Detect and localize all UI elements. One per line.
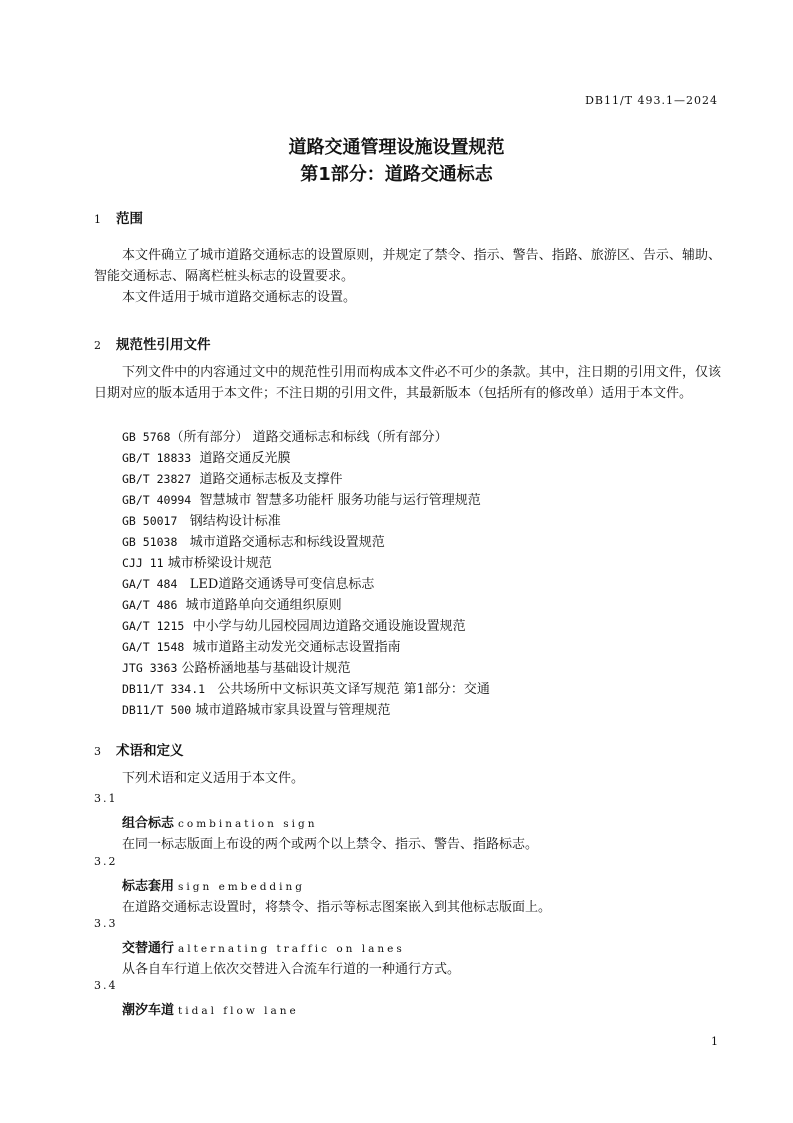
reference-item [122,447,291,466]
references-intro: 下列文件中的内容通过文中的规范性引用而构成本文件必不可少的条款。其中，注日期的引用文件，仅该日期对应的版本适用于本文件；不注日期的引用文件，其最新版本（包括所有的修改单）适用于本文件。 [94,365,721,401]
reference-title: 城市道路单向交通组织原则 [185,598,342,613]
reference-title: 道路交通标志板及支撑件 [199,472,343,487]
term-english: sign embedding [178,881,305,893]
reference-item [122,426,448,445]
reference-code: GB/T 18833 [122,451,192,465]
section-number: 3 [94,745,101,758]
section-title: 术语和定义 [116,743,184,759]
section-title: 范围 [116,211,143,227]
reference-code: DB11/T 334.1 [122,682,206,696]
section-2-heading [94,333,211,353]
reference-code: GA/T 484 [122,577,178,591]
reference-code: GA/T 1548 [122,640,185,654]
reference-item [122,657,351,676]
term-number: 3.2 [94,855,118,868]
term-definition: 从各自车行道上依次交替进入合流车行道的一种通行方式。 [122,962,461,977]
reference-title: 钢结构设计标准 [189,514,281,529]
term-english: combination sign [178,818,318,830]
section-1-heading [94,207,143,227]
term-chinese: 交替通行 [122,941,175,956]
reference-item [122,615,466,634]
term-definition: 在道路交通标志设置时，将禁令、指示等标志图案嵌入到其他标志版面上。 [122,900,552,915]
reference-code: GA/T 1215 [122,619,185,633]
document-title: 道路交通管理设施设置规范 [288,137,505,158]
term-entry [122,937,405,956]
scope-paragraph-1: 本文件确立了城市道路交通标志的设置原则，并规定了禁令、指示、警告、指路、旅游区、告示、辅助、智能交通标志、隔离栏桩头标志的设置要求。 [94,248,721,284]
section-3-heading [94,739,184,759]
reference-code: CJJ 11 [122,556,164,570]
reference-title: 城市道路主动发光交通标志设置指南 [192,640,401,655]
reference-item [122,594,342,613]
reference-title: 城市道路城市家具设置与管理规范 [195,703,391,718]
reference-code: DB11/T 500 [122,703,192,717]
reference-title: 城市道路交通标志和标线设置规范 [189,535,385,550]
reference-item [122,489,481,508]
reference-code: GA/T 486 [122,598,178,612]
term-number: 3.1 [94,792,118,805]
reference-item [122,699,390,718]
document-subtitle: 第1部分：道路交通标志 [300,164,493,185]
page-number: 1 [711,1035,718,1048]
reference-item [122,531,385,550]
reference-title: 城市桥梁设计规范 [167,556,272,571]
term-definition: 在同一标志版面上布设的两个或两个以上禁令、指示、警告、指路标志。 [122,837,539,852]
standard-code: DB11/T 493.1—2024 [585,94,718,107]
section-number: 1 [94,213,101,226]
reference-item [122,510,281,529]
reference-item [122,573,374,592]
term-entry [122,999,299,1018]
reference-item [122,678,490,697]
terms-intro: 下列术语和定义适用于本文件。 [122,771,305,786]
reference-title: 中小学与幼儿园校园周边道路交通设施设置规范 [192,619,466,634]
reference-title: 公共场所中文标识英文译写规范 第1部分：交通 [217,682,490,697]
term-number: 3.4 [94,979,118,992]
reference-item [122,468,343,487]
term-number: 3.3 [94,917,118,930]
term-chinese: 标志套用 [122,879,175,894]
reference-title: LED道路交通诱导可变信息标志 [189,577,375,592]
reference-title: 公路桥涵地基与基础设计规范 [181,661,351,676]
reference-title: （所有部分） 道路交通标志和标线（所有部分） [170,430,448,445]
reference-title: 智慧城市 智慧多功能杆 服务功能与运行管理规范 [199,493,481,508]
section-number: 2 [94,339,101,352]
scope-paragraph-2: 本文件适用于城市道路交通标志的设置。 [122,290,357,305]
term-entry [122,875,305,894]
term-entry [122,812,318,831]
reference-code: GB 5768 [122,430,171,444]
reference-title: 道路交通反光膜 [199,451,291,466]
term-chinese: 组合标志 [122,816,175,831]
term-english: alternating traffic on lanes [178,943,405,955]
reference-code: JTG 3363 [122,661,178,675]
reference-code: GB 51038 [122,535,178,549]
reference-item [122,636,401,655]
reference-code: GB/T 40994 [122,493,192,507]
term-english: tidal flow lane [178,1005,299,1017]
term-chinese: 潮汐车道 [122,1003,175,1018]
reference-item [122,552,272,571]
reference-code: GB 50017 [122,514,178,528]
reference-code: GB/T 23827 [122,472,192,486]
section-title: 规范性引用文件 [116,337,211,353]
